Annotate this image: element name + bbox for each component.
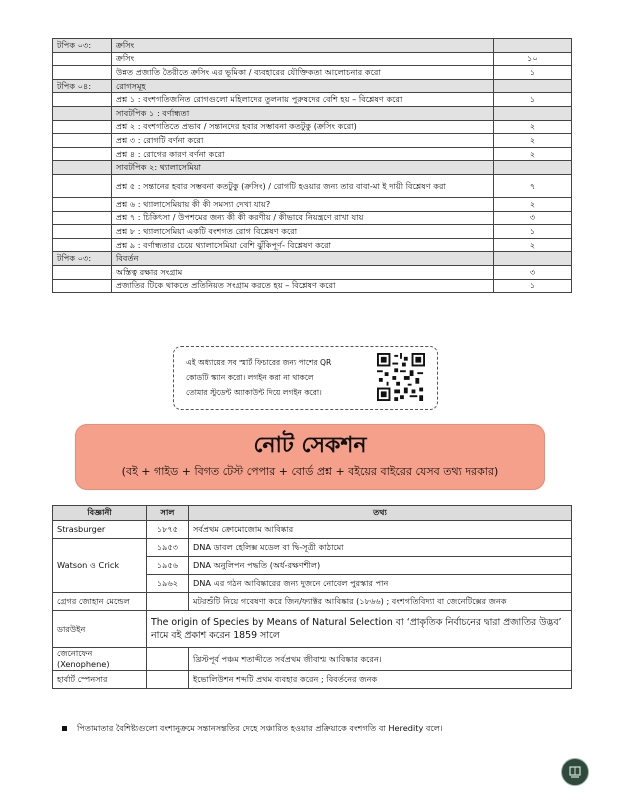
- scientist-info: DNA ডাবল হেলিক্স মডেল বা দ্বি-সূত্রী কাঠামো: [189, 539, 572, 557]
- question-cell: ক্রসিং: [112, 39, 494, 53]
- table-row: [53, 134, 572, 148]
- scientist-year: ১৯৬২: [147, 575, 189, 593]
- table-row: [53, 147, 572, 161]
- qr-instructions: [186, 355, 366, 400]
- table-row: [53, 93, 572, 107]
- count-cell: [494, 161, 572, 175]
- footnote-text: পিতামাতার বৈশিষ্ট্যগুলো বংশানুক্রমে সন্তানসন্ততির দেহে সঞ্চারিত হওয়ার প্রক্রিয়াকে বংশগতি বা Heredity বলে।: [77, 723, 443, 733]
- topic-label-cell: [53, 225, 112, 239]
- count-cell: [494, 106, 572, 120]
- topic-label-cell: টপিক ০৪:: [53, 79, 112, 93]
- note-section-subtitle: (বই + গাইড + বিগত টেস্ট পেপার + বোর্ড প্রশ্ন + বইয়ের বাইরের যেসব তথ্য দরকার): [121, 465, 499, 478]
- table-row: [53, 225, 572, 239]
- topic-label-cell: টপিক ০৩:: [53, 252, 112, 266]
- scientist-name: জেনোফেন (Xenophene): [53, 648, 147, 671]
- header-year: সাল: [147, 506, 189, 521]
- scientist-year: [147, 671, 189, 689]
- table-row: [53, 521, 572, 539]
- table-row: [53, 174, 572, 197]
- question-cell: প্রশ্ন ২ : বংশগতিতে প্রভাব / সন্তানদের হবার সম্ভাবনা কতটুকু (ক্রসিং করো): [112, 120, 494, 134]
- note-section-banner: [75, 424, 545, 490]
- count-cell: ২: [494, 238, 572, 252]
- count-cell: ৩: [494, 211, 572, 225]
- scientist-info: DNA অনুলিপন পদ্ধতি (অর্ধ-রক্ষণশীল): [189, 557, 572, 575]
- question-cell: প্রশ্ন ৪ : রোগের কারণ বর্ণনা করো: [112, 147, 494, 161]
- topic-label-cell: [53, 265, 112, 279]
- scientist-info: ইভোলিউশন শব্দটি প্রথম ব্যবহার করেন ; বিবর্তনের জনক: [189, 671, 572, 689]
- qr-login-box: [173, 346, 438, 410]
- scientist-name: হার্বার্ট স্পেনসার: [53, 671, 147, 689]
- table-row: [53, 611, 572, 648]
- qr-code-icon[interactable]: [377, 353, 425, 401]
- question-cell: প্রশ্ন ৫ : সন্তানের হবার সম্ভবনা কতটুকু (ক্রসিং) / রোগটি হওয়ার জন্য তার বাবা-মা ই দায়ী বিশ্লেষণ করা: [112, 174, 494, 197]
- table-row: [53, 66, 572, 80]
- topic-label-cell: [53, 279, 112, 293]
- topic-label-cell: [53, 93, 112, 107]
- topic-label-cell: [53, 106, 112, 120]
- count-cell: ১: [494, 279, 572, 293]
- scientist-year: ১৯৫৩: [147, 539, 189, 557]
- scientist-info: খ্রিস্টপূর্ব পঞ্চম শতাব্দীতে সর্বপ্রথম জীবাশ্ম আবিষ্কার করেন।: [189, 648, 572, 671]
- count-cell: ১: [494, 66, 572, 80]
- question-cell: প্রশ্ন ৯ : বর্ণান্ধতার চেয়ে থ্যালাসেমিয়া বেশি ঝুঁকিপূর্ণ- বিশ্লেষণ করো: [112, 238, 494, 252]
- scientist-year: [147, 648, 189, 671]
- question-cell: বিবর্তন: [112, 252, 494, 266]
- table-row: [53, 648, 572, 671]
- scientist-info: মটরশুঁটি নিয়ে গবেষণা করে জিন/ফ্যাক্টর আবিষ্কার (১৮৬৬) ; বংশগতিবিদ্যা বা জেনেটিক্সের জনক: [189, 593, 572, 611]
- topic-label-cell: [53, 147, 112, 161]
- topic-table-body: [53, 39, 572, 293]
- qr-line-1: এই অধ্যায়ের সব স্মার্ট ফিচারের জন্য পাশের QR: [186, 358, 332, 367]
- topic-label-cell: [53, 238, 112, 252]
- note-section-title: নোট সেকশন: [253, 433, 367, 458]
- question-cell: প্রশ্ন ১ : বংশগতিজনিত রোগগুলো মহিলাদের তুলনায় পুরুষদের বেশি হয় – বিশ্লেষণ করো: [112, 93, 494, 107]
- scientist-name: Watson ও Crick: [53, 539, 147, 593]
- question-cell: উন্নত প্রজাতি তৈরীতে ক্রসিং এর ভূমিকা / ব্যবহারের যৌক্তিকতা আলোচনার করো: [112, 66, 494, 80]
- count-cell: ১: [494, 93, 572, 107]
- scientist-year: [147, 593, 189, 611]
- question-cell: অস্তিত্ব রক্ষার সংগ্রাম: [112, 265, 494, 279]
- qr-line-3: তোমার স্টুডেন্ট অ্যাকাউন্ট দিয়ে লগইন করো।: [186, 388, 322, 397]
- table-row: [53, 279, 572, 293]
- topic-label-cell: [53, 66, 112, 80]
- subtopic-row: [53, 106, 572, 120]
- count-cell: ২: [494, 197, 572, 211]
- heredity-definition: [62, 723, 582, 736]
- topic-label-cell: [53, 174, 112, 197]
- scientist-name: Strasburger: [53, 521, 147, 539]
- table-row: [53, 52, 572, 66]
- count-cell: [494, 252, 572, 266]
- question-cell: সাবটপিক ২: থ্যালাসেমিয়া: [112, 161, 494, 175]
- scientist-table: [52, 505, 572, 689]
- header-info: তথ্য: [189, 506, 572, 521]
- topic-label-cell: [53, 52, 112, 66]
- scientist-year: ১৮৭৫: [147, 521, 189, 539]
- count-cell: [494, 79, 572, 93]
- count-cell: ২: [494, 120, 572, 134]
- count-cell: ২: [494, 134, 572, 148]
- table-row: [53, 671, 572, 689]
- topic-row: [53, 79, 572, 93]
- brand-logo-icon: [561, 758, 589, 786]
- subtopic-row: [53, 161, 572, 175]
- count-cell: [494, 39, 572, 53]
- topic-label-cell: [53, 161, 112, 175]
- table-row: [53, 238, 572, 252]
- table-row: [53, 539, 572, 557]
- qr-line-2: কোডটি স্ক্যান করো। লগইন করা না থাকলে: [186, 373, 314, 382]
- count-cell: ১: [494, 225, 572, 239]
- scientist-table-header: [53, 506, 572, 521]
- scientist-info: সর্বপ্রথম ক্রোমোজোম আবিষ্কার: [189, 521, 572, 539]
- count-cell: ৩: [494, 265, 572, 279]
- topic-label-cell: [53, 134, 112, 148]
- scientist-name: ডারউইন: [53, 611, 147, 648]
- bullet-icon: [62, 726, 67, 731]
- question-cell: প্রশ্ন ৭ : চিকিৎসা / উপশমের জন্য কী কী করণীয় / কীভাবে নিয়ন্ত্রণে রাখা যায়: [112, 211, 494, 225]
- table-row: [53, 593, 572, 611]
- table-row: [53, 197, 572, 211]
- topic-label-cell: টপিক ০৩:: [53, 39, 112, 53]
- question-cell: প্রশ্ন ৩ : রোগটি বর্ণনা করো: [112, 134, 494, 148]
- count-cell: ২: [494, 147, 572, 161]
- count-cell: ৭: [494, 174, 572, 197]
- scientist-name: গ্রেগর জোহান মেন্ডেল: [53, 593, 147, 611]
- table-row: [53, 211, 572, 225]
- question-cell: সাবটপিক ১ : বর্ণান্ধতা: [112, 106, 494, 120]
- question-cell: প্রশ্ন ৬ : থ্যালাসেমিয়ায় কী কী সমস্যা দেখা যায়?: [112, 197, 494, 211]
- topic-label-cell: [53, 211, 112, 225]
- count-cell: ১০: [494, 52, 572, 66]
- question-cell: রোগসমূহ: [112, 79, 494, 93]
- topic-row: [53, 39, 572, 53]
- question-cell: প্রশ্ন ৮ : থ্যালাসেমিয়া একটি বংশগত রোগ বিশ্লেষণ করো: [112, 225, 494, 239]
- question-cell: প্রজাতির টিকে থাকতে প্রতিনিয়ত সংগ্রাম করতে হয় – বিশ্লেষণ করো: [112, 279, 494, 293]
- scientist-year: ১৯৫৬: [147, 557, 189, 575]
- table-row: [53, 120, 572, 134]
- scientist-info: DNA এর গঠন আবিষ্কারের জন্য দুজনে নোবেল পুরস্কার পান: [189, 575, 572, 593]
- question-cell: ক্রসিং: [112, 52, 494, 66]
- topic-label-cell: [53, 197, 112, 211]
- topic-table: [52, 38, 572, 293]
- table-row: [53, 265, 572, 279]
- topic-label-cell: [53, 120, 112, 134]
- scientist-info: The origin of Species by Means of Natural Selection বা ‘প্রাকৃতিক নির্বাচনের দ্বারা প্রজাতির উদ্ভব’ নামে বই প্রকাশ করেন 1859 সালে: [147, 611, 572, 648]
- header-scientist: বিজ্ঞানী: [53, 506, 147, 521]
- topic-row: [53, 252, 572, 266]
